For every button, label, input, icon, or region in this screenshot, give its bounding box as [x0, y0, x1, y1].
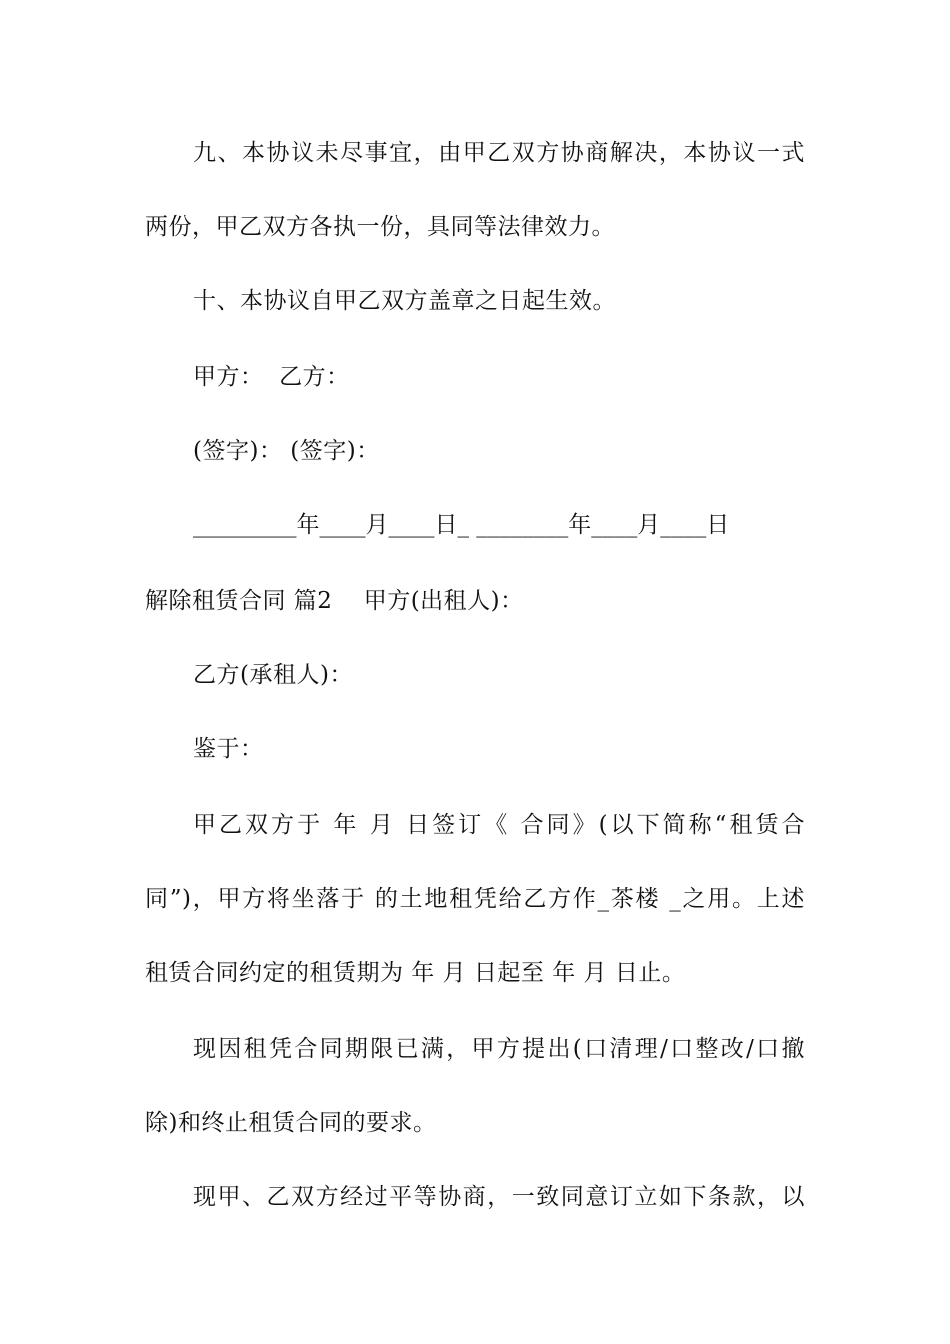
reason-line-1: 现因租凭合同期限已满，甲方提出(口清理/口整改/口撤: [193, 1036, 805, 1062]
agreement-line-1: 现甲、乙双方经过平等协商，一致同意订立如下条款，以: [193, 1184, 805, 1210]
clause-9-line-1: 九、本协议未尽事宜，由甲乙双方协商解决，本协议一式: [193, 140, 805, 166]
party-labels: 甲方： 乙方：: [193, 364, 350, 390]
section-heading-part-2: 解除租赁合同 篇2 甲方(出租人)：: [145, 588, 524, 614]
whereas-label: 鉴于：: [193, 736, 264, 762]
recital-line-2: 同”)，甲方将坐落于 的土地租凭给乙方作_茶楼 _之用。上述: [145, 886, 805, 912]
recital-line-1: 甲乙双方于 年 月 日签订《 合同》(以下简称“租赁合: [193, 812, 805, 838]
reason-line-2: 除)和终止租赁合同的要求。: [145, 1110, 437, 1136]
clause-9-line-2: 两份，甲乙双方各执一份，具同等法律效力。: [145, 214, 615, 240]
recital-line-3: 租赁合同约定的租赁期为 年 月 日起至 年 月 日止。: [145, 960, 686, 986]
signature-labels: (签字)： (签字)：: [193, 438, 380, 464]
date-blanks: _________年____月____日_ ________年____月____日: [193, 512, 730, 538]
party-b-lessee: 乙方(承租人)：: [193, 662, 353, 688]
clause-10: 十、本协议自甲乙双方盖章之日起生效。: [193, 288, 616, 314]
